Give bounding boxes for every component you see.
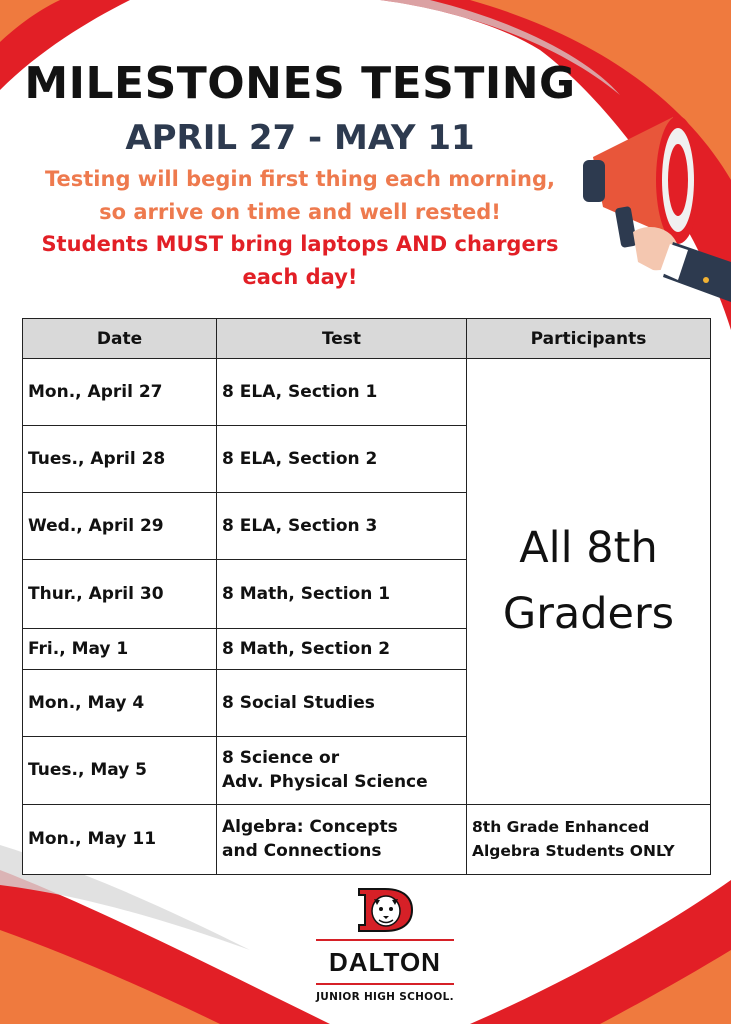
participants-algebra-cell (467, 804, 711, 874)
test-cell-line-2: and Connections (222, 841, 382, 862)
column-header-date: Date (23, 319, 217, 359)
participants-algebra-line-2: Algebra Students ONLY (472, 842, 675, 861)
date-cell: Thur., April 30 (23, 560, 217, 628)
date-cell: Fri., May 1 (23, 628, 217, 669)
date-cell: Mon., April 27 (23, 359, 217, 426)
logo-school-subtitle: JUNIOR HIGH SCHOOL. (316, 991, 454, 1003)
test-cell: 8 ELA, Section 1 (217, 359, 467, 426)
test-cell: 8 Math, Section 2 (217, 628, 467, 669)
table-row (23, 359, 711, 426)
participants-algebra-line-1: 8th Grade Enhanced (472, 818, 650, 837)
logo-divider-top (316, 939, 454, 941)
participants-all-cell (467, 359, 711, 805)
date-cell: Wed., April 29 (23, 493, 217, 560)
column-header-participants: Participants (467, 319, 711, 359)
laptop-notice (0, 228, 600, 294)
participants-all-line-2: Graders (502, 589, 675, 640)
test-cell (217, 804, 467, 874)
test-cell-line-2: Adv. Physical Science (222, 772, 428, 793)
date-cell: Tues., April 28 (23, 426, 217, 493)
laptop-notice-line-2: each day! (242, 265, 358, 289)
participants-all-line-1: All 8th (519, 523, 658, 574)
date-cell: Mon., May 4 (23, 669, 217, 736)
test-cell: 8 Math, Section 1 (217, 560, 467, 628)
laptop-notice-line-1: Students MUST bring laptops AND chargers (41, 232, 559, 256)
school-logo (313, 883, 457, 1013)
test-cell: 8 ELA, Section 2 (217, 426, 467, 493)
logo-divider-bottom (316, 983, 454, 985)
date-cell: Tues., May 5 (23, 736, 217, 804)
morning-notice-line-2: so arrive on time and well rested! (99, 200, 501, 224)
logo-d-mark (355, 885, 415, 935)
megaphone-icon (578, 112, 731, 302)
testing-dates: APRIL 27 - MAY 11 (125, 118, 475, 158)
table-row (23, 804, 711, 874)
morning-notice (0, 163, 600, 229)
wildcat-icon (372, 896, 400, 926)
column-header-test: Test (217, 319, 467, 359)
test-cell: 8 Social Studies (217, 669, 467, 736)
test-cell: 8 ELA, Section 3 (217, 493, 467, 560)
testing-schedule-table (22, 318, 711, 875)
date-cell: Mon., May 11 (23, 804, 217, 874)
test-cell-line-1: 8 Science or (222, 748, 340, 769)
page-title: MILESTONES TESTING (24, 58, 576, 109)
test-cell (217, 736, 467, 804)
morning-notice-line-1: Testing will begin first thing each morning, (44, 167, 556, 191)
test-cell-line-1: Algebra: Concepts (222, 817, 398, 838)
logo-school-name: DALTON (329, 947, 441, 977)
